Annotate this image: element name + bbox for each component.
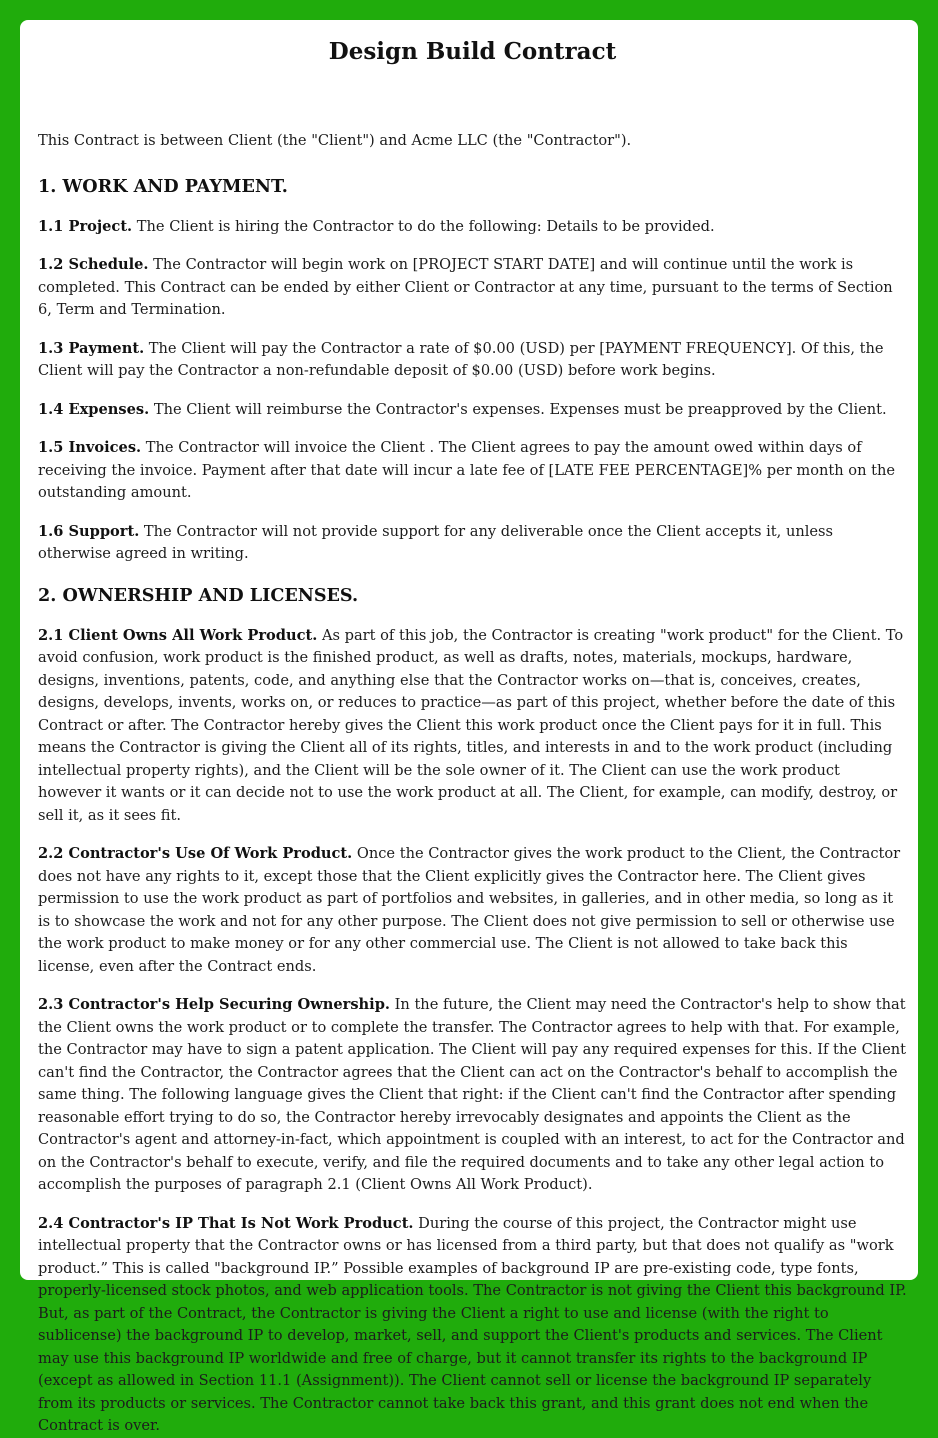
clause-text: In the future, the Client may need the Contractor's help to show that the Client owns the work product or to complete the transfer. The Contractor agrees to help with that. For example, the Contractor may have to sign a patent application. The Client will pay any required expenses for this. If the Client can't find the Contractor, the Contractor agrees that the Client can act on the Contractor's behalf to accomplish the same thing. The following language gives the Client that right: if the Client can't find the Contractor after spending reasonable effort trying to do so, the Contractor hereby irrevocably designates and appoints the Client as the Contractor's agent and attorney-in-fact, which appointment is coupled with an interest, to act for the Contractor and on the Contractor's behalf to execute, verify, and file the required documents and to take any other legal action to accomplish the purposes of paragraph 2.1 (Client Owns All Work Product). [38, 996, 906, 1193]
clause-1-3 [38, 338, 907, 383]
clause-2-1 [38, 625, 907, 828]
document-title: Design Build Contract [328, 38, 617, 65]
clause-text: Once the Contractor gives the work product to the Client, the Contractor does not have any rights to it, except those that the Client explicitly gives the Contractor here. The Client gives permission to use the work product as part of portfolios and websites, in galleries, and in other media, so long as it is to showcase the work and not for any other purpose. The Client does not give permission to sell or otherwise use the work product to make money or for any other commercial use. The Client is not allowed to take back this license, even after the Contract ends. [38, 845, 901, 975]
contract-content [20, 37, 918, 1438]
clause-text: The Client will pay the Contractor a rate of $0.00 (USD) per [PAYMENT FREQUENCY]. Of this, the Client will pay the Contractor a non-refundable deposit of $0.00 (USD) before work begins. [38, 339, 884, 379]
clause-text: The Client is hiring the Contractor to do the following: Details to be provided. [132, 217, 715, 235]
clause-text: The Client will reimburse the Contractor's expenses. Expenses must be preapproved by the Client. [149, 400, 887, 418]
clause-2-4 [38, 1213, 907, 1438]
clause-label: 2.2 Contractor's Use Of Work Product. [38, 845, 353, 862]
clause-label: 1.2 Schedule. [38, 256, 149, 273]
clause-label: 2.4 Contractor's IP That Is Not Work Product. [38, 1214, 414, 1232]
clause-label: 1.6 Support. [38, 522, 140, 540]
clause-1-5 [38, 437, 907, 505]
clause-text: The Contractor will invoice the Client . The Client agrees to pay the amount owed within days of receiving the invoice. Payment after that date will incur a late fee of [LATE FEE PERCENTAGE]% per month on the outstanding amount. [38, 439, 896, 501]
clause-text: During the course of this project, the Contractor might use intellectual property that the Contractor owns or has licensed from a third party, but that does not qualify as "work product.” This is called "background IP.” Possible examples of background IP are pre-existing code, type fonts, properly-licensed stock photos, and web application tools. The Contractor is not giving the Client this background IP. But, as part of the Contract, the Contractor is giving the Client a right to use and license (with the right to sublicense) the background IP to develop, market, sell, and support the Client's products and services. The Client may use this background IP worldwide and free of charge, but it cannot transfer its rights to the background IP (except as allowed in Section 11.1 (Assignment)). The Client cannot sell or license the background IP separately from its products or services. The Contractor cannot take back this grant, and this grant does not end when the Contract is over. [38, 1214, 907, 1434]
clause-text: The Contractor will not provide support for any deliverable once the Client accepts it, unless otherwise agreed in writing. [38, 522, 834, 562]
clause-label: 2.1 Client Owns All Work Product. [38, 626, 318, 644]
clause-1-1 [38, 216, 907, 239]
clause-text: The Contractor will begin work on [PROJECT START DATE] and will continue until the work is completed. This Contract can be ended by either Client or Contractor at any time, pursuant to the terms of Section 6, Term and Termination. [38, 256, 893, 318]
clause-label: 1.1 Project. [38, 217, 133, 235]
intro-paragraph: This Contract is between Client (the "Client") and Acme LLC (the "Contractor"). [38, 132, 632, 149]
contract-page [20, 20, 918, 1434]
clause-1-2 [38, 254, 907, 322]
clause-label: 1.3 Payment. [38, 339, 145, 357]
clause-label: 1.4 Expenses. [38, 400, 150, 418]
clause-label: 1.5 Invoices. [38, 439, 142, 456]
clause-1-4 [38, 399, 907, 422]
section-heading-ownership-and-licenses: 2. OWNERSHIP AND LICENSES. [38, 584, 359, 606]
clause-1-6 [38, 521, 907, 566]
section-heading-work-and-payment: 1. WORK AND PAYMENT. [38, 175, 288, 197]
clause-label: 2.3 Contractor's Help Securing Ownership. [38, 996, 390, 1013]
clause-2-2 [38, 843, 907, 978]
clause-2-3 [38, 994, 907, 1197]
clause-text: As part of this job, the Contractor is creating "work product" for the Client. To avoid confusion, work product is the finished product, as well as drafts, notes, materials, mockups, hardware, designs, inventions, patents, code, and anything else that the Contractor works on—that is, conceives, creates, designs, develops, invents, works on, or reduces to practice—as part of this project, whether before the date of this Contract or after. The Contractor hereby gives the Client this work product once the Client pays for it in full. This means the Contractor is giving the Client all of its rights, titles, and interests in and to the work product (including intellectual property rights), and the Client will be the sole owner of it. The Client can use the work product however it wants or it can decide not to use the work product at all. The Client, for example, can modify, destroy, or sell it, as it sees fit. [38, 626, 904, 824]
